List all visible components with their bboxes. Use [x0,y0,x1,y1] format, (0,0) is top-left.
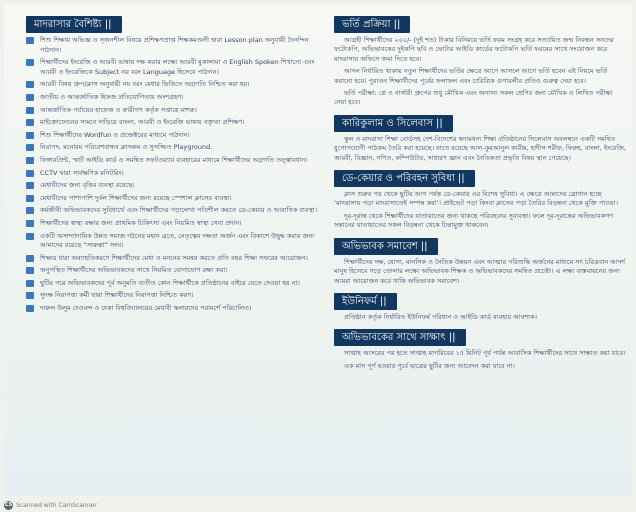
admission-test-paragraph: ভর্তি পরীক্ষা: প্লে ও নার্সারী গ্রুপের শুধু মৌখিক এবং অন্যান্য সকল শ্রেণির জন্য মৌখিক ও লিখিত পরীক্ষা নেয়া হবে। [334,89,613,107]
feature-text: কর্মজীবী অভিভাবকদের সুবিধার্থে এবং শিক্ষার্থীদের পড়ালেখা গতিশীল করতে ডে-কেয়ার ও আবাসিক ব্যবস্থা। [40,206,318,215]
daycare-heading: ডে-কেয়ার ও পরিবহন সুবিধা || [334,170,475,187]
admission-paragraph: আসন নির্ধারিত থাকায় নতুন শিক্ষার্থীদের ভর্তির ক্ষেত্রে আগে আসলে আগে ভর্তি হবেন এই নিয়মে ভর্তি করানো হবে। পুরাতন শিক্ষার্থীদের পূর্বের ফলাফল এবং চারিত্রিক গুণাবলীর প্রতিও গুরুত্ব দেয়া হবে। [334,67,608,85]
feature-text: আন্তর্জাতিক পর্যায়ের হাফেজ ও ক্বারীগণ কর্তৃক সপ্তাহে মাশক্ব। [40,105,197,114]
feature-text: শিশু শিক্ষায় অভিজ্ঞ ও সৃজনশীল বিষয়ে প্রশিক্ষণপ্রাপ্ত শিক্ষকমণ্ডলী দ্বারা Lesson plan অনুযায়ী দৈনন্দিন পাঠদান। [40,36,309,54]
feature-item [26,181,323,191]
feature-text: নিরাপদ, মনোরম পরিবেশবান্ধব ক্লাসরুম ও সুসজ্জিত Playground. [40,143,213,152]
square-bullet-icon [26,59,34,66]
feature-text: দারুল উলুম দেওবন্দ ও ঢাকা বিশ্ববিদ্যালয়ের মেধাবী স্কলারদের পরামর্শে পরিচালিত। [40,304,252,313]
brochure-page [4,4,632,496]
feature-item [26,169,323,179]
square-bullet-icon [26,144,34,151]
square-bullet-icon [26,305,34,312]
admission-section [334,12,626,108]
admission-paragraph: আগ্রহী শিক্ষার্থীদের ২০০/- (দুই শত) টাকার বিনিময়ে ভর্তি ফরম সংগ্রহ করে সত্যায়িত জন্ম নিবন্ধন সনদের ফটোকপি, অভিভাবকের দুইকপি ছবি ও ভোটার আইডি কার্ডের ফটোকপি ভর্তি ফরমের সাথে সংযোজন করে মাদরাসার অফিসে জমা দিতে হবে। [334,36,614,63]
feature-item [26,232,323,251]
feature-text: মেধাবীদের জন্য বৃত্তির ব্যবস্থা রয়েছে। [40,181,135,190]
square-bullet-icon [26,255,34,262]
curriculum-section [334,111,626,163]
feature-text: আরবী বিষয় গ্রুপ/ক্লাস অনুযায়ী নয় বরং মেধার ভিত্তিতে অগ্রগতি নিশ্চিত করা হয়। [40,80,250,89]
guardian-meeting-section [334,234,626,286]
feature-text: শিক্ষার্থীদের স্বাস্থ্য রক্ষার জন্য প্রাথমিক চিকিৎসা এবং নিয়মিত স্বাস্থ্য সেবা প্রদান। [40,218,242,227]
meeting-time-paragraph: সাপ্তাহ আসরের পর হতে সাপ্তাহ মাগরিবের ১৫ মিনিট পূর্ব পর্যন্ত আবাসিক শিক্ষার্থীদের সাথে সাক্ষাত করা যাবে। [344,349,626,358]
admission-heading: ভর্তি প্রক্রিয়া || [334,16,410,33]
meeting-leave-paragraph: এক মাস পূর্ণ হওয়ার পূর্বে ছাত্রের ছুটির জন্য আবেদন করা যাবে না। [344,361,515,370]
square-bullet-icon [26,170,34,177]
daycare-section [334,166,626,231]
feature-item [26,131,323,141]
scanner-text: Scanned with CamScanner [16,502,97,509]
square-bullet-icon [26,37,34,44]
feature-text: ফিঙ্গারপ্রিন্ট, স্মার্ট আইডি কার্ড ও সমন্বিত সফটওয়্যার ব্যবহারের মাধ্যমে শিক্ষার্থীদের অগ্রগতি তত্ত্বাবধান। [40,155,308,164]
feature-item [26,118,323,128]
feature-text: অনুপস্থিত শিক্ষার্থীদের অভিভাবকদের সাথে নিয়মিত যোগাযোগ রক্ষা করা। [40,266,228,275]
meeting-section [334,325,626,371]
feature-item [26,58,323,77]
feature-text: শিক্ষার ধারা অব্যাহতিকরণে শিক্ষার্থীদের মেধা ও মননের সমন্বয় করতে প্রতি বছর শিক্ষা সফরের আয়োজন। [40,253,308,262]
feature-item [26,106,323,116]
square-bullet-icon [26,207,34,214]
features-column [26,12,323,317]
square-bullet-icon [26,267,34,274]
uniform-heading: ইউনিফর্ম || [334,293,397,310]
feature-text: শিশু শিক্ষার্থীদের Wordfun ও প্রজেক্টরের মাধ্যমে পাঠদান। [40,130,190,139]
feature-item [26,194,323,204]
feature-item [26,143,323,153]
feature-item [26,219,323,229]
curriculum-paragraph: স্কুল ও মাদরাসা শিক্ষা বোর্ডসহ দেশ-বিদেশের স্বনামধন্য শিক্ষা প্রতিষ্ঠানের সিলেবাস অবলম্বনে একটি সমন্বিত যুগোপযোগী পাঠক্রম তৈরি করা হয়েছে। যাতে রয়েছে আল-কুরআনুল কারীম, হাদীস শরীফ, ফিক্বহ, বাংলা, ইংরেজি, আরবী, বিজ্ঞান, গণিত, কম্পিউটার, সাধারণ জ্ঞান এবং নৈতিকতা প্রভৃতি বিষয় স্থান পেয়েছে। [334,134,626,162]
square-bullet-icon [26,94,34,101]
feature-item [26,266,323,276]
feature-text: একটি অসাম্প্রদায়িক উন্নত সমাজ গঠনের মহান ব্রতে, নেতৃত্বের দক্ষতা অর্জন এবং বিকাশে উদ্বুদ্ধ করার জন্য আমাদের রয়েছে “সারুক্কা” সংঘ। [40,231,315,250]
feature-text: মেধাবীদের পাশাপাশি দুর্বল শিক্ষার্থীদের জন্য রয়েছে স্পেশাল ক্লাসের ব্যবস্থা। [40,193,232,202]
info-column [334,12,626,374]
features-heading: মাদরাসার বৈশিষ্ট্য || [26,16,122,33]
uniform-paragraph: প্রতিষ্ঠান কর্তৃক নির্ধারিত ইউনিফর্ম পরিধান ও আইডি কার্ড ব্যবহার আবশ্যক। [344,312,537,321]
square-bullet-icon [26,292,34,299]
square-bullet-icon [26,220,34,227]
scanner-watermark [4,501,97,510]
feature-text: জাতীয় ও আন্তর্জাতিক হিফজ প্রতিযোগিতায় অংশগ্রহণ। [40,92,184,101]
feature-item [26,254,323,264]
feature-item [26,36,323,55]
square-bullet-icon [26,195,34,202]
square-bullet-icon [26,280,34,287]
feature-item [26,206,323,216]
camscanner-logo-icon: CS [4,502,13,508]
square-bullet-icon [26,233,34,240]
feature-item [26,304,323,314]
feature-text: মাইক্রোফোনের সামনে দাড়িয়ে বাংলা, আরবী ও ইংরেজি ভাষায় বক্তৃতা প্রশিক্ষণ। [40,118,245,127]
square-bullet-icon [26,157,34,164]
guardian-meeting-paragraph: শিক্ষার্থীদের দক্ষ, যোগ্য, মানসিক ও নৈতিক উন্নয়ন এবং আত্মার পরিশুদ্ধি অর্জনের মাধ্যমে সৎ চরিত্রবান আদর্শ মানুষ হিসেবে গড়ে তোলার লক্ষ্যে অভিভাবক শিক্ষক ও অভিভাবকদের সমন্বিত প্রচেষ্টা। এ লক্ষ্য বাস্তবায়নের জন্য আমরা আয়োজন করে থাকি অভিভাবক সমাবেশ। [334,257,626,285]
square-bullet-icon [26,132,34,139]
curriculum-heading: কারিকুলাম ও সিলেবাস || [334,115,453,132]
feature-item [26,279,323,289]
feature-text: ছুটির পরে অভিভাবকদের পূর্ব অনুমতি ব্যতীত কোন শিক্ষার্থীকে প্রতিষ্ঠানের বাইরে যেতে দেওয়া হয় না। [40,278,300,287]
meeting-heading: অভিভাবকের সাথে সাক্ষাৎ || [334,329,466,346]
uniform-section [334,289,626,322]
square-bullet-icon [26,119,34,126]
feature-item [26,156,323,166]
feature-text: সুদক্ষ নিরাপত্তা কর্মী দ্বারা শিক্ষার্থীদের নিরাপত্তা নিশ্চিত করণ। [40,291,194,300]
feature-text: শিক্ষার্থীদের ইংরেজি ও আরবী ভাষায় দক্ষ করার লক্ষ্যে আরবী মুকালামা ও English Spoken শিখানো এবং আরবী ও ইংরেজিকে Subject নয় বরং Language হিসেবে পাঠদান। [40,58,315,76]
square-bullet-icon [26,107,34,114]
guardian-meeting-heading: অভিভাবক সমাবেশ || [334,238,438,255]
daycare-paragraph: ক্লাস শুরুর পর থেকে ছুটির আগ পর্যন্ত ডে-কেয়ার এর বিশেষ সুবিধা। এ ক্ষেত্রে আমাদের স্লোগান হচ্ছে ‘মাদরাসায় পড়া মাদরাসাতেই সম্পন্ন করা’। প্রাইভেট পড়া কিংবা ক্লাসের পড়া তৈরির বিড়ম্বনা থেকে মুক্তি পাওয়া। [334,190,618,208]
transport-paragraph: দূর-দূরান্ত থেকে শিক্ষার্থীদের যাতায়াতের জন্য থাকছে পরিবহনের সুব্যবস্থা। ফলে দূর-দূরান্তের অভিভাবকগণ সন্তানের যাতায়াতের সকল বিড়ম্বনা থেকে চিন্তামুক্ত থাকবেন। [334,211,614,230]
square-bullet-icon [26,182,34,189]
feature-item [26,93,323,103]
square-bullet-icon [26,81,34,88]
feature-item [26,291,323,301]
feature-item [26,80,323,90]
feature-text: CCTV দ্বারা সার্বক্ষণিক মনিটরিং। [40,168,124,177]
features-list [26,36,323,314]
